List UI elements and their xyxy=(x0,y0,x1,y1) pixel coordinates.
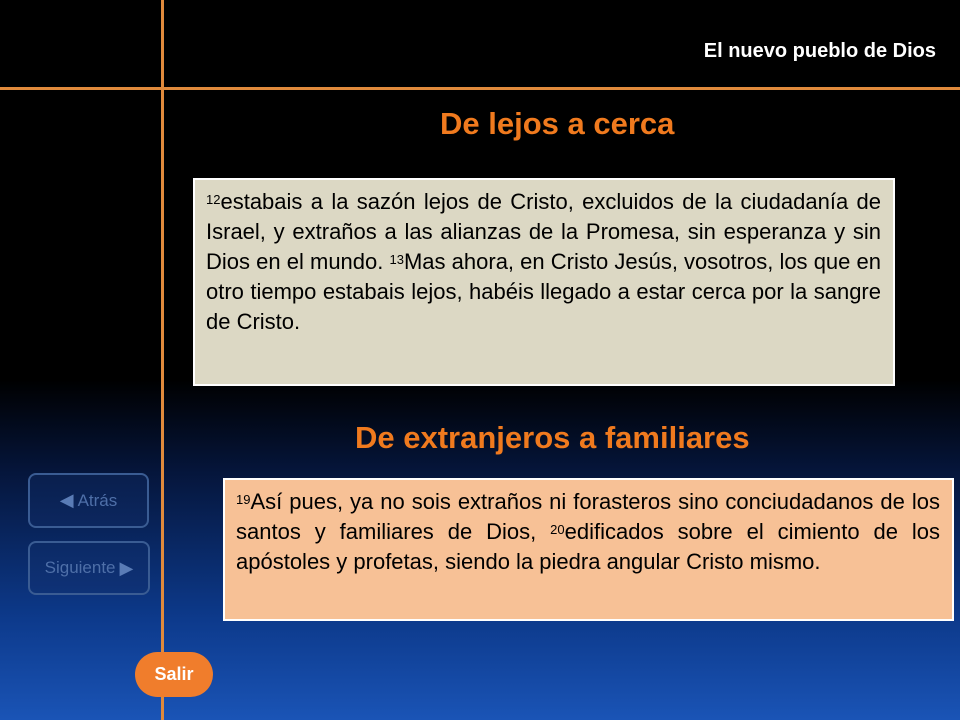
vertical-divider-line xyxy=(161,0,164,720)
verse-number: 13 xyxy=(389,252,404,267)
scripture-box-ephesians-2-19-20 xyxy=(223,478,954,621)
triangle-right-icon: ▶ xyxy=(119,557,134,578)
verse-text: estabais a la sazón lejos de Cristo, excluidos de la ciudadanía de Israel, y extraños a las alianzas de la Promesa, sin esperanza y sin Dios en el mundo. xyxy=(206,189,881,274)
verse-text: edificados sobre el cimiento de los apóstoles y profetas, siendo la piedra angular Cristo mismo. xyxy=(236,519,940,574)
section-heading-extranjeros-familiares: De extranjeros a familiares xyxy=(355,420,750,455)
back-button[interactable] xyxy=(28,473,149,528)
scripture-box-ephesians-2-12-13 xyxy=(193,178,895,386)
verse-text: Así pues, ya no sois extraños ni forasteros sino conciudadanos de los santos y familiares de Dios, xyxy=(236,489,940,544)
next-button-label: Siguiente xyxy=(44,558,116,577)
verse-number: 20 xyxy=(550,522,565,537)
next-button[interactable] xyxy=(28,541,150,595)
slide-title: El nuevo pueblo de Dios xyxy=(703,40,936,62)
horizontal-divider-line xyxy=(0,87,960,90)
verse-text: Mas ahora, en Cristo Jesús, vosotros, los que en otro tiempo estabais lejos, habéis llegado a estar cerca por la sangre de Cristo. xyxy=(206,249,881,334)
verse-number: 19 xyxy=(236,492,251,507)
verse-number: 12 xyxy=(206,192,221,207)
section-heading-lejos-cerca: De lejos a cerca xyxy=(440,106,675,141)
back-button-label: Atrás xyxy=(77,490,118,510)
exit-button[interactable]: Salir xyxy=(135,652,213,697)
triangle-left-icon: ◀ xyxy=(59,490,74,510)
